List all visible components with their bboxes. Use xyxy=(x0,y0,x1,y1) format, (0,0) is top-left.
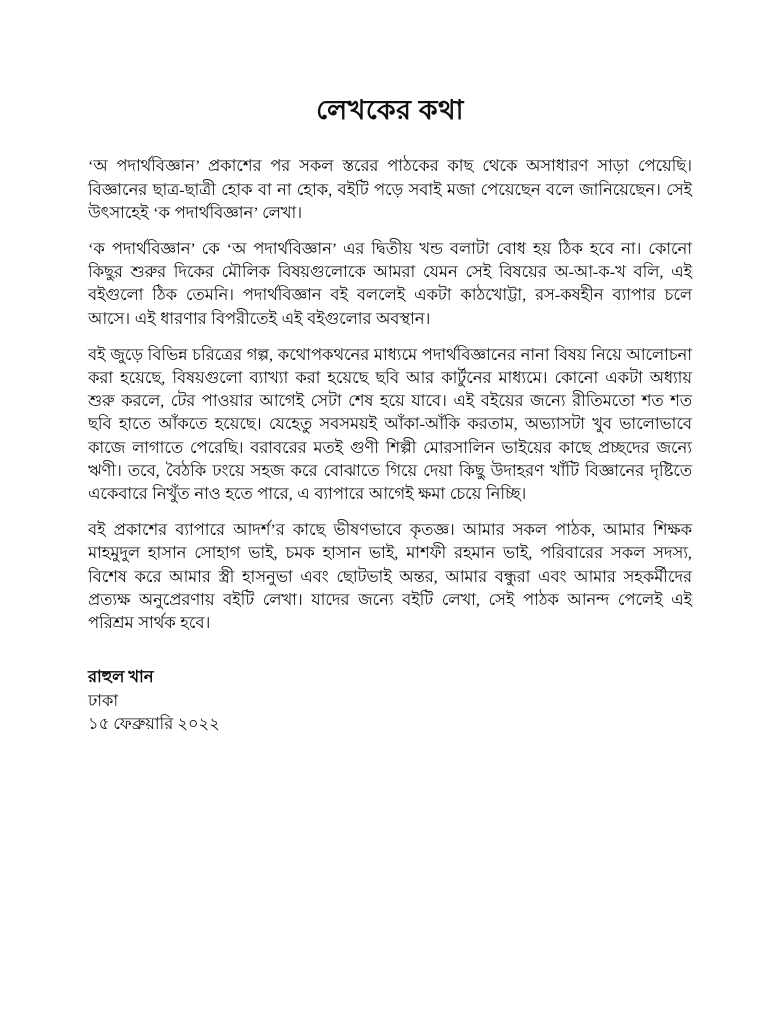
author-date: ১৫ ফেব্রুয়ারি ২০২২ xyxy=(88,714,220,734)
signature-block xyxy=(88,665,692,736)
author-city: ঢাকা xyxy=(88,690,119,710)
page-content xyxy=(88,92,692,736)
page-title: লেখকের কথা xyxy=(316,95,464,125)
paragraph-4: বই প্রকাশের ব্যাপারে আদর্শ’র কাছে ভীষণভাবে কৃতজ্ঞ। আমার সকল পাঠক, আমার শিক্ষক মাহমুদুল হাসান সোহাগ ভাই, চমক হাসান ভাই, মাশফী রহমান ভাই, পরিবারের সকল সদস্য, বিশেষ করে আমার স্ত্রী হাসনুভা এবং ছোটভাই অন্তর, আমার বন্ধুরা এবং আমার সহকর্মীদের প্রত্যক্ষ অনুপ্রেরণায় বইটি লেখা। যাদের জন্যে বইটি লেখা, সেই পাঠক আনন্দ পেলেই এই পরিশ্রম সার্থক হবে। xyxy=(88,520,692,633)
paragraph-1: ‘অ পদার্থবিজ্ঞান’ প্রকাশের পর সকল স্তরের পাঠকের কাছ থেকে অসাধারণ সাড়া পেয়েছি। বিজ্ঞানের ছাত্র-ছাত্রী হোক বা না হোক, বইটি পড়ে সবাই মজা পেয়েছেন বলে জানিয়েছেন। সেই উৎসাহেই ‘ক পদার্থবিজ্ঞান’ লেখা। xyxy=(88,156,692,222)
paragraph-2: ‘ক পদার্থবিজ্ঞান’ কে ‘অ পদার্থবিজ্ঞান’ এর দ্বিতীয় খন্ড বলাটা বোধ হয় ঠিক হবে না। কোনো কিছুর শুরুর দিকের মৌলিক বিষয়গুলোকে আমরা যেমন সেই বিষয়ের অ-আ-ক-খ বলি, এই বইগুলো ঠিক তেমনি। পদার্থবিজ্ঞান বই বললেই একটা কাঠখোট্টা, রস-কষহীন ব্যাপার চলে আসে। এই ধারণার বিপরীতেই এই বইগুলোর অবস্থান। xyxy=(88,239,692,328)
paragraph-3: বই জুড়ে বিভিন্ন চরিত্রের গল্প, কথোপকথনের মাধ্যমে পদার্থবিজ্ঞানের নানা বিষয় নিয়ে আলোচনা করা হয়েছে, বিষয়গুলো ব্যাখ্যা করা হয়েছে ছবি আর কার্টুনের মাধ্যমে। কোনো একটা অধ্যায় শুরু করলে, টের পাওয়ার আগেই সেটা শেষ হয়ে যাবে। এই বইয়ের জন্যে রীতিমতো শত শত ছবি হাতে আঁকতে হয়েছে। যেহেতু সবসময়ই আঁকা-আঁকি করতাম, অভ্যাসটা খুব ভালোভাবে কাজে লাগাতে পেরেছি। বরাবরের মতই গুণী শিল্পী মোরসালিন ভাইয়ের কাছে প্রচ্ছদের জন্যে ঋণী। তবে, বৈঠকি ঢংয়ে সহজ করে বোঝাতে গিয়ে দেয়া কিছু উদাহরণ খাঁটি বিজ্ঞানের দৃষ্টিতে একেবারে নিখুঁত নাও হতে পারে, এ ব্যাপারে আগেই ক্ষমা চেয়ে নিচ্ছি। xyxy=(88,344,692,504)
author-name: রাহুল খান xyxy=(88,667,154,687)
